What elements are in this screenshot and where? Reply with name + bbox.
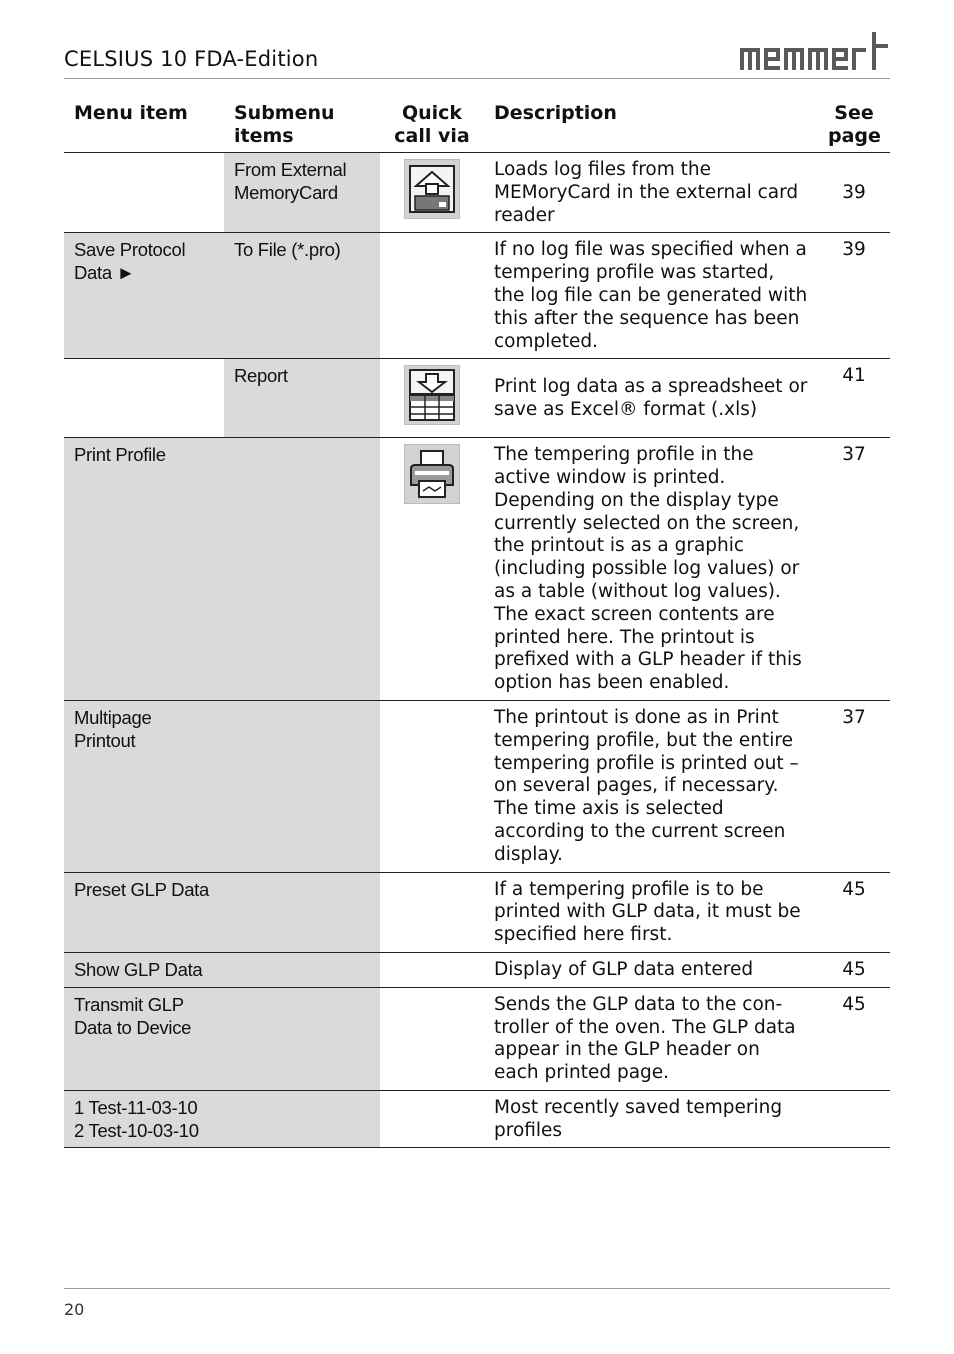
quick-call-cell: [380, 1090, 484, 1148]
submenu-cell: [224, 700, 380, 872]
description-cell: Loads log files from the MEMoryCard in the external card reader: [484, 153, 818, 233]
table-row: [64, 952, 890, 987]
submenu-cell: [224, 1090, 380, 1148]
memmert-logo: [738, 30, 890, 74]
quick-call-cell: [380, 233, 484, 359]
quick-call-cell: [380, 700, 484, 872]
menu-item-cell: Transmit GLP Data to Device: [64, 987, 224, 1090]
description-cell: Most recently saved tempering profiles: [484, 1090, 818, 1148]
submenu-cell: From External MemoryCard: [224, 153, 380, 233]
document-title: CELSIUS 10 FDA-Edition: [64, 47, 319, 71]
submenu-cell: [224, 952, 380, 987]
description-cell: Print log data as a spreadsheet or save as Excel® format (.xls): [484, 359, 818, 438]
see-page-cell: 45: [818, 952, 890, 987]
submenu-cell: [224, 438, 380, 701]
submenu-cell: [224, 872, 380, 952]
quick-call-cell: [380, 987, 484, 1090]
menu-item-cell: Show GLP Data: [64, 952, 224, 987]
column-header-quick-call: Quick call via: [380, 100, 484, 153]
table-row: [64, 987, 890, 1090]
column-header-description: Description: [484, 100, 818, 153]
description-cell: The printout is done as in Print tempering profile, but the entire tempering profile is printed out – on several pages, if necessary. The time axis is selected according to the current screen display.: [484, 700, 818, 872]
see-page-cell: 39: [818, 153, 890, 233]
menu-item-cell: Multipage Printout: [64, 700, 224, 872]
submenu-cell: [224, 987, 380, 1090]
quick-call-cell: [380, 872, 484, 952]
table-row: [64, 872, 890, 952]
column-header-menu-item: Menu item: [64, 100, 224, 153]
table-row: [64, 233, 890, 359]
see-page-cell: 37: [818, 438, 890, 701]
see-page-cell: 45: [818, 872, 890, 952]
printer-icon[interactable]: [404, 444, 460, 504]
see-page-cell: 45: [818, 987, 890, 1090]
see-page-cell: 37: [818, 700, 890, 872]
table-row: [64, 700, 890, 872]
menu-table: [64, 100, 890, 1148]
submenu-cell: To File (*.pro): [224, 233, 380, 359]
description-cell: The tempering profile in the active window is printed. Depending on the display type currently selected on the screen, the printout is as a graphic (including possible log values) or as a table (without log values). The exact screen contents are printed here. The printout is prefixed with a GLP header if this option has been enabled.: [484, 438, 818, 701]
menu-item-cell: [64, 153, 224, 233]
page-number: 20: [64, 1300, 85, 1319]
menu-item-cell: 1 Test-11-03-10 2 Test-10-03-10: [64, 1090, 224, 1148]
header-divider: [64, 78, 890, 79]
description-cell: Display of GLP data entered: [484, 952, 818, 987]
table-row: [64, 438, 890, 701]
table-row: [64, 359, 890, 438]
report-spreadsheet-icon[interactable]: [404, 365, 460, 425]
description-cell: If a tempering profile is to be printed with GLP data, it must be specified here first.: [484, 872, 818, 952]
see-page-cell: 41: [818, 359, 890, 438]
menu-item-cell: [64, 359, 224, 438]
see-page-cell: 39: [818, 233, 890, 359]
column-header-submenu: Submenu items: [224, 100, 380, 153]
submenu-cell: Report: [224, 359, 380, 438]
table-header-row: [64, 100, 890, 153]
footer-divider: [64, 1288, 890, 1289]
column-header-see-page: See page: [818, 100, 890, 153]
menu-item-cell: Preset GLP Data: [64, 872, 224, 952]
see-page-cell: [818, 1090, 890, 1148]
table-row: [64, 1090, 890, 1148]
table-row: [64, 153, 890, 233]
menu-item-cell: Save Protocol Data ►: [64, 233, 224, 359]
load-from-card-icon[interactable]: [404, 159, 460, 219]
description-cell: Sends the GLP data to the controller of the oven. The GLP data appear in the GLP header on each printed page.: [484, 987, 818, 1090]
menu-item-cell: Print Profile: [64, 438, 224, 701]
description-cell: If no log file was specified when a tempering profile was started, the log file can be generated with this after the sequence has been completed.: [484, 233, 818, 359]
quick-call-cell: [380, 952, 484, 987]
